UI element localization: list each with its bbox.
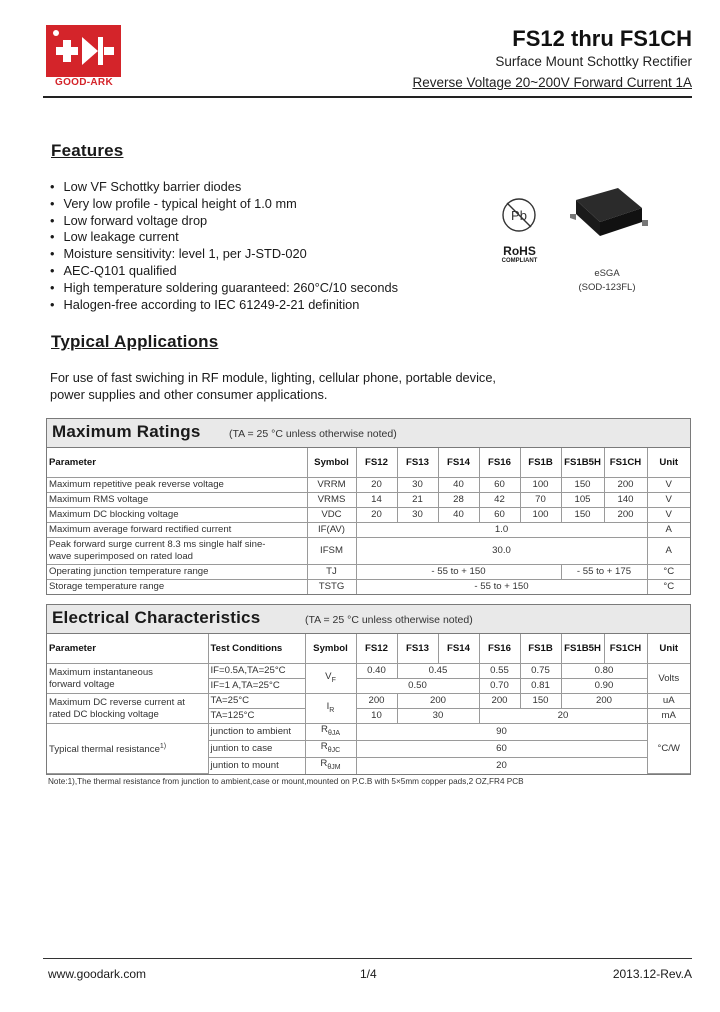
applications-line: power supplies and other consumer applications. bbox=[50, 386, 328, 402]
symbol-text: I bbox=[326, 700, 330, 712]
feature-item: • Moisture sensitivity: level 1, per J-STD-020 bbox=[50, 246, 398, 263]
page-title: FS12 thru FS1CH bbox=[512, 26, 692, 51]
header-cell: FS1CH bbox=[604, 448, 647, 478]
condition-cell: junction to ambient bbox=[208, 724, 305, 741]
condition-cell: TA=125°C bbox=[208, 709, 305, 724]
param-cell: Storage temperature range bbox=[47, 580, 307, 595]
feature-item: • Low leakage current bbox=[50, 229, 398, 246]
footnote-mark: 1) bbox=[159, 743, 167, 751]
header-cell: FS13 bbox=[397, 448, 438, 478]
applications-text bbox=[50, 370, 530, 403]
header-cell: FS1CH bbox=[604, 634, 647, 664]
value-cell: 0.80 bbox=[561, 664, 647, 679]
symbol-cell: VRMS bbox=[307, 493, 356, 508]
header-cell: FS14 bbox=[438, 448, 479, 478]
footer-revision: 2013.12-Rev.A bbox=[612, 967, 692, 981]
table-row bbox=[47, 580, 690, 595]
value-cell: 60 bbox=[356, 740, 647, 757]
logo-text: GOOD-ARK bbox=[55, 77, 113, 88]
value-cell: 200 bbox=[479, 694, 520, 709]
page-subtitle: Surface Mount Schottky Rectifier bbox=[495, 54, 692, 69]
goodark-logo-icon bbox=[46, 25, 121, 77]
feature-item: • Very low profile - typical height of 1.0 mm bbox=[50, 196, 398, 213]
header-cell: Parameter bbox=[47, 634, 208, 664]
value-cell: 30.0 bbox=[356, 538, 647, 565]
symbol-cell bbox=[305, 694, 356, 724]
param-cell: Maximum DC blocking voltage bbox=[47, 508, 307, 523]
header-cell: FS13 bbox=[397, 634, 438, 664]
header-cell: FS12 bbox=[356, 634, 397, 664]
condition-cell: IF=1 A,TA=25°C bbox=[208, 679, 305, 694]
symbol-sub: θJA bbox=[327, 729, 340, 737]
value-cell: 90 bbox=[356, 724, 647, 741]
symbol-sub: θJM bbox=[327, 763, 341, 771]
header-cell: Test Conditions bbox=[208, 634, 305, 664]
unit-cell: V bbox=[647, 478, 690, 493]
symbol-cell: TJ bbox=[307, 565, 356, 580]
value-cell: 28 bbox=[438, 493, 479, 508]
max-ratings-grid bbox=[47, 448, 690, 594]
header-cell: Symbol bbox=[307, 448, 356, 478]
param-line: Maximum DC reverse current at bbox=[49, 696, 185, 708]
package-icon bbox=[566, 180, 648, 246]
symbol-cell: TSTG bbox=[307, 580, 356, 595]
condition-cell: juntion to mount bbox=[208, 757, 305, 773]
value-cell: 200 bbox=[604, 478, 647, 493]
header-cell: FS12 bbox=[356, 448, 397, 478]
table-row bbox=[47, 493, 690, 508]
value-cell: 20 bbox=[479, 709, 647, 724]
max-ratings-table bbox=[46, 418, 691, 595]
value-cell: 40 bbox=[438, 478, 479, 493]
param-line: Peak forward surge current 8.3 ms single half sine- bbox=[49, 539, 266, 550]
symbol-cell bbox=[305, 724, 356, 741]
value-cell: 0.45 bbox=[397, 664, 479, 679]
unit-cell: °C/W bbox=[647, 724, 690, 774]
symbol-cell bbox=[305, 664, 356, 694]
unit-cell: A bbox=[647, 523, 690, 538]
value-cell: 30 bbox=[397, 508, 438, 523]
pb-free-icon bbox=[492, 195, 547, 235]
value-cell: 20 bbox=[356, 508, 397, 523]
electrical-header bbox=[47, 605, 690, 634]
electrical-note: (TA = 25 °C unless otherwise noted) bbox=[305, 614, 473, 626]
param-cell: Maximum repetitive peak reverse voltage bbox=[47, 478, 307, 493]
param-line: forward voltage bbox=[49, 678, 115, 690]
header-cell: FS14 bbox=[438, 634, 479, 664]
value-cell: 100 bbox=[520, 478, 561, 493]
value-cell: 0.75 bbox=[520, 664, 561, 679]
value-cell: 0.40 bbox=[356, 664, 397, 679]
symbol-cell: IFSM bbox=[307, 538, 356, 565]
symbol-sub: F bbox=[331, 676, 336, 684]
max-ratings-title: Maximum Ratings bbox=[52, 422, 201, 441]
symbol-cell: VDC bbox=[307, 508, 356, 523]
symbol-sub: θJC bbox=[327, 746, 341, 754]
unit-cell: °C bbox=[647, 565, 690, 580]
param-cell bbox=[47, 538, 307, 565]
value-cell: 42 bbox=[479, 493, 520, 508]
param-cell: Maximum average forward rectified current bbox=[47, 523, 307, 538]
condition-cell: TA=25°C bbox=[208, 694, 305, 709]
rohs-label: RoHS bbox=[503, 244, 536, 258]
feature-item: • Low VF Schottky barrier diodes bbox=[50, 179, 398, 196]
value-cell: 200 bbox=[604, 508, 647, 523]
electrical-title: Electrical Characteristics bbox=[52, 608, 261, 627]
symbol-cell: VRRM bbox=[307, 478, 356, 493]
unit-cell: uA bbox=[647, 694, 690, 709]
unit-cell: A bbox=[647, 538, 690, 565]
symbol-cell: IF(AV) bbox=[307, 523, 356, 538]
electrical-grid bbox=[47, 634, 690, 774]
param-cell bbox=[47, 694, 208, 724]
header-cell: FS16 bbox=[479, 634, 520, 664]
table-row bbox=[47, 508, 690, 523]
value-cell: 105 bbox=[561, 493, 604, 508]
feature-item: • AEC-Q101 qualified bbox=[50, 263, 398, 280]
table-header-row bbox=[47, 448, 690, 478]
param-text: Typical thermal resistance bbox=[49, 744, 160, 756]
feature-item: • Low forward voltage drop bbox=[50, 213, 398, 230]
symbol-text: R bbox=[321, 724, 328, 735]
features-list bbox=[50, 179, 398, 313]
package-label bbox=[566, 267, 648, 295]
value-cell: 20 bbox=[356, 757, 647, 773]
unit-cell: Volts bbox=[647, 664, 690, 694]
param-cell bbox=[47, 724, 208, 774]
value-cell: - 55 to + 150 bbox=[356, 580, 647, 595]
symbol-text: V bbox=[325, 670, 332, 682]
symbol-cell bbox=[305, 740, 356, 757]
value-cell: 0.55 bbox=[479, 664, 520, 679]
package-code: (SOD-123FL) bbox=[578, 282, 636, 293]
applications-line: For use of fast swiching in RF module, lighting, cellular phone, portable device, bbox=[50, 370, 496, 385]
value-cell: 21 bbox=[397, 493, 438, 508]
value-cell: 40 bbox=[438, 508, 479, 523]
value-cell: 20 bbox=[356, 478, 397, 493]
symbol-cell bbox=[305, 757, 356, 773]
value-cell: 60 bbox=[479, 478, 520, 493]
table-row bbox=[47, 565, 690, 580]
value-cell: 200 bbox=[561, 694, 647, 709]
header-cell: Symbol bbox=[305, 634, 356, 664]
condition-cell: IF=0.5A,TA=25°C bbox=[208, 664, 305, 679]
features-heading: Features bbox=[51, 141, 124, 160]
header-cell: FS1B bbox=[520, 448, 561, 478]
param-line: Maximum instantaneous bbox=[49, 666, 153, 678]
package-name: eSGA bbox=[594, 268, 620, 279]
value-cell: 0.70 bbox=[479, 679, 520, 694]
param-cell: Maximum RMS voltage bbox=[47, 493, 307, 508]
value-cell: 60 bbox=[479, 508, 520, 523]
header-cell: FS1B bbox=[520, 634, 561, 664]
unit-cell: °C bbox=[647, 580, 690, 595]
header-cell: Unit bbox=[647, 634, 690, 664]
value-cell: 0.50 bbox=[356, 679, 479, 694]
symbol-sub: R bbox=[329, 706, 335, 714]
feature-item: • High temperature soldering guaranteed: 260°C/10 seconds bbox=[50, 280, 398, 297]
value-cell: - 55 to + 150 bbox=[356, 565, 561, 580]
header-cell: FS16 bbox=[479, 448, 520, 478]
value-cell: 150 bbox=[520, 694, 561, 709]
header-cell: FS1B5H bbox=[561, 448, 604, 478]
value-cell: 1.0 bbox=[356, 523, 647, 538]
value-cell: - 55 to + 175 bbox=[561, 565, 647, 580]
footer-page-number: 1/4 bbox=[360, 967, 377, 981]
footer-divider bbox=[43, 958, 692, 959]
rohs-badge bbox=[492, 195, 547, 265]
electrical-table bbox=[46, 604, 691, 775]
table-row bbox=[47, 664, 690, 679]
param-cell bbox=[47, 664, 208, 694]
footer-website[interactable]: www.goodark.com bbox=[48, 967, 147, 981]
max-ratings-note: (TA = 25 °C unless otherwise noted) bbox=[229, 428, 397, 440]
symbol-text: R bbox=[320, 740, 328, 752]
value-cell: 70 bbox=[520, 493, 561, 508]
symbol-text: R bbox=[320, 757, 328, 769]
unit-cell: V bbox=[647, 493, 690, 508]
value-cell: 14 bbox=[356, 493, 397, 508]
condition-cell: juntion to case bbox=[208, 740, 305, 757]
applications-heading: Typical Applications bbox=[51, 332, 219, 351]
value-cell: 140 bbox=[604, 493, 647, 508]
header-cell: Unit bbox=[647, 448, 690, 478]
header-divider bbox=[43, 96, 692, 98]
value-cell: 0.90 bbox=[561, 679, 647, 694]
param-line: wave superimposed on rated load bbox=[49, 551, 193, 562]
value-cell: 10 bbox=[356, 709, 397, 724]
max-ratings-header bbox=[47, 419, 690, 448]
value-cell: 150 bbox=[561, 508, 604, 523]
value-cell: 30 bbox=[397, 478, 438, 493]
unit-cell: V bbox=[647, 508, 690, 523]
param-cell: Operating junction temperature range bbox=[47, 565, 307, 580]
table-row bbox=[47, 694, 690, 709]
value-cell: 150 bbox=[561, 478, 604, 493]
svg-text:Pb: Pb bbox=[511, 208, 527, 223]
table-row bbox=[47, 478, 690, 493]
param-line: rated DC blocking voltage bbox=[49, 708, 159, 720]
table-header-row bbox=[47, 634, 690, 664]
table-row bbox=[47, 724, 690, 741]
header-cell: Parameter bbox=[47, 448, 307, 478]
feature-item: • Halogen-free according to IEC 61249-2-21 definition bbox=[50, 297, 398, 314]
table-row bbox=[47, 538, 690, 565]
value-cell: 0.81 bbox=[520, 679, 561, 694]
value-cell: 200 bbox=[356, 694, 397, 709]
header-cell: FS1B5H bbox=[561, 634, 604, 664]
value-cell: 100 bbox=[520, 508, 561, 523]
page-subtitle-ratings: Reverse Voltage 20~200V Forward Current 1A bbox=[412, 75, 692, 90]
unit-cell: mA bbox=[647, 709, 690, 724]
rohs-compliant: COMPLIANT bbox=[501, 258, 538, 264]
table-row bbox=[47, 523, 690, 538]
value-cell: 30 bbox=[397, 709, 479, 724]
value-cell: 200 bbox=[397, 694, 479, 709]
footnote: Note:1),The thermal resistance from junction to ambient,case or mount,mounted on P.C.B with 5×5mm copper pads,2 OZ,FR4 PCB bbox=[48, 777, 524, 786]
